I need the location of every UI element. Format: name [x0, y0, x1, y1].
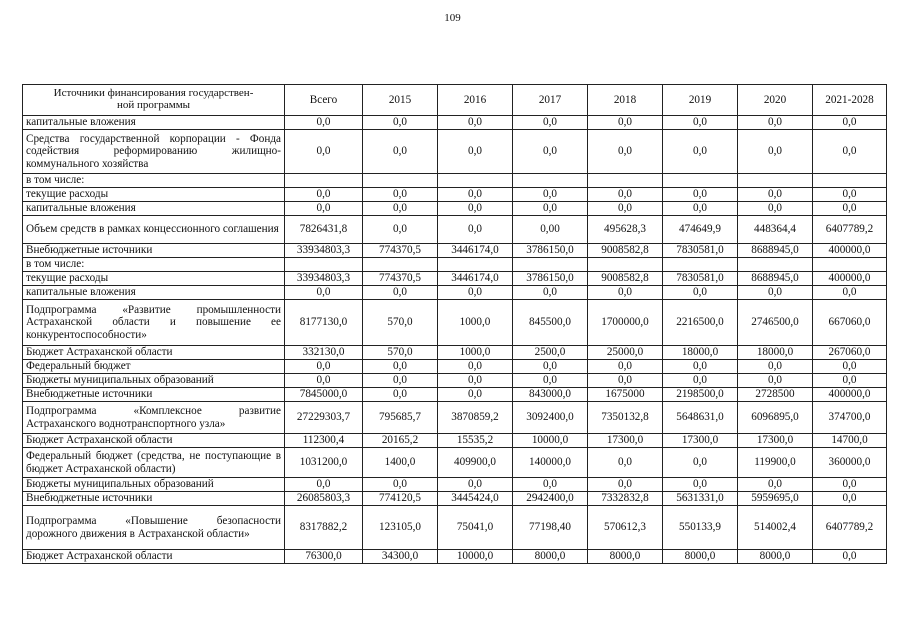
value-cell: 10000,0: [438, 550, 513, 564]
value-cell: 3870859,2: [438, 402, 513, 434]
value-cell: 400000,0: [813, 272, 887, 286]
row-label: в том числе:: [23, 258, 285, 272]
value-cell: 33934803,3: [285, 272, 363, 286]
header-cell-2015: 2015: [363, 85, 438, 116]
value-cell: 0,0: [438, 286, 513, 300]
value-cell: 7830581,0: [663, 272, 738, 286]
value-cell: [738, 258, 813, 272]
value-cell: 0,0: [738, 130, 813, 174]
value-cell: 10000,0: [513, 434, 588, 448]
value-cell: 0,0: [738, 478, 813, 492]
value-cell: 0,0: [363, 216, 438, 244]
value-cell: 570,0: [363, 346, 438, 360]
value-cell: 0,0: [663, 360, 738, 374]
table-row: [23, 216, 887, 244]
value-cell: 17300,0: [663, 434, 738, 448]
value-cell: 0,0: [663, 478, 738, 492]
value-cell: 0,0: [363, 374, 438, 388]
value-cell: 75041,0: [438, 506, 513, 550]
table-row: [23, 492, 887, 506]
value-cell: 0,0: [285, 202, 363, 216]
value-cell: 0,0: [663, 448, 738, 478]
value-cell: 5648631,0: [663, 402, 738, 434]
value-cell: [588, 174, 663, 188]
value-cell: 474649,9: [663, 216, 738, 244]
row-label: Подпрограмма «Развитие промышленности Астраханской области и повышение ее конкурентоспособности»: [23, 300, 285, 346]
value-cell: [438, 174, 513, 188]
value-cell: 3786150,0: [513, 272, 588, 286]
value-cell: 7845000,0: [285, 388, 363, 402]
value-cell: 774370,5: [363, 244, 438, 258]
value-cell: 0,0: [363, 286, 438, 300]
value-cell: 3445424,0: [438, 492, 513, 506]
value-cell: 0,0: [438, 216, 513, 244]
row-label: Объем средств в рамках концессионного соглашения: [23, 216, 285, 244]
value-cell: [663, 174, 738, 188]
value-cell: 0,0: [438, 130, 513, 174]
table-row: [23, 188, 887, 202]
value-cell: 0,0: [438, 388, 513, 402]
value-cell: 3092400,0: [513, 402, 588, 434]
value-cell: 0,0: [513, 360, 588, 374]
value-cell: 0,0: [813, 130, 887, 174]
table-row: [23, 550, 887, 564]
value-cell: 112300,4: [285, 434, 363, 448]
header-cell-source: [23, 85, 285, 116]
value-cell: 0,0: [363, 188, 438, 202]
value-cell: 0,0: [738, 374, 813, 388]
value-cell: 400000,0: [813, 388, 887, 402]
value-cell: 14700,0: [813, 434, 887, 448]
value-cell: 7826431,8: [285, 216, 363, 244]
value-cell: 27229303,7: [285, 402, 363, 434]
row-label: Внебюджетные источники: [23, 244, 285, 258]
value-cell: 3446174,0: [438, 244, 513, 258]
value-cell: 0,0: [663, 202, 738, 216]
value-cell: 2500,0: [513, 346, 588, 360]
table-row: [23, 202, 887, 216]
value-cell: 6407789,2: [813, 216, 887, 244]
value-cell: 0,0: [738, 116, 813, 130]
value-cell: 7830581,0: [663, 244, 738, 258]
value-cell: 8317882,2: [285, 506, 363, 550]
header-cell-2019: 2019: [663, 85, 738, 116]
value-cell: 0,0: [363, 388, 438, 402]
value-cell: 0,0: [363, 360, 438, 374]
value-cell: 0,0: [363, 130, 438, 174]
row-label: в том числе:: [23, 174, 285, 188]
value-cell: [513, 174, 588, 188]
value-cell: 20165,2: [363, 434, 438, 448]
value-cell: 0,0: [813, 286, 887, 300]
value-cell: 0,0: [588, 130, 663, 174]
value-cell: 0,0: [588, 374, 663, 388]
value-cell: 0,0: [663, 188, 738, 202]
row-label: Бюджет Астраханской области: [23, 434, 285, 448]
row-label: Подпрограмма «Комплексное развитие Астраханского воднотранспортного узла»: [23, 402, 285, 434]
table-header-row: [23, 85, 887, 116]
value-cell: 0,0: [588, 188, 663, 202]
value-cell: 0,0: [738, 202, 813, 216]
value-cell: 8177130,0: [285, 300, 363, 346]
value-cell: 0,0: [813, 478, 887, 492]
value-cell: 1400,0: [363, 448, 438, 478]
value-cell: 0,0: [663, 286, 738, 300]
table-row: [23, 374, 887, 388]
row-label: Бюджет Астраханской области: [23, 346, 285, 360]
table-row: [23, 272, 887, 286]
value-cell: 0,0: [438, 360, 513, 374]
value-cell: 0,0: [813, 202, 887, 216]
value-cell: 0,0: [588, 478, 663, 492]
value-cell: 17300,0: [738, 434, 813, 448]
value-cell: 0,0: [588, 116, 663, 130]
header-cell-2017: 2017: [513, 85, 588, 116]
financing-table: [22, 84, 887, 564]
value-cell: 0,0: [438, 116, 513, 130]
value-cell: 400000,0: [813, 244, 887, 258]
value-cell: 795685,7: [363, 402, 438, 434]
value-cell: 409900,0: [438, 448, 513, 478]
value-cell: [813, 174, 887, 188]
value-cell: 0,0: [438, 374, 513, 388]
value-cell: 448364,4: [738, 216, 813, 244]
table-row: [23, 448, 887, 478]
value-cell: 0,0: [285, 360, 363, 374]
value-cell: 26085803,3: [285, 492, 363, 506]
value-cell: 8688945,0: [738, 272, 813, 286]
table-row: [23, 402, 887, 434]
header-cell-2016: 2016: [438, 85, 513, 116]
value-cell: 76300,0: [285, 550, 363, 564]
value-cell: 2942400,0: [513, 492, 588, 506]
value-cell: 0,0: [285, 286, 363, 300]
value-cell: [513, 258, 588, 272]
value-cell: 18000,0: [663, 346, 738, 360]
value-cell: 6407789,2: [813, 506, 887, 550]
value-cell: 550133,9: [663, 506, 738, 550]
row-label: капитальные вложения: [23, 286, 285, 300]
value-cell: [438, 258, 513, 272]
table-row: [23, 346, 887, 360]
value-cell: 0,0: [513, 188, 588, 202]
value-cell: 0,0: [738, 188, 813, 202]
value-cell: 0,0: [813, 550, 887, 564]
value-cell: 0,0: [588, 448, 663, 478]
value-cell: 0,0: [285, 374, 363, 388]
value-cell: 774120,5: [363, 492, 438, 506]
value-cell: 667060,0: [813, 300, 887, 346]
value-cell: 0,0: [438, 188, 513, 202]
value-cell: 0,0: [513, 374, 588, 388]
value-cell: 0,0: [285, 188, 363, 202]
table-row: [23, 434, 887, 448]
value-cell: 0,0: [588, 360, 663, 374]
value-cell: 3786150,0: [513, 244, 588, 258]
value-cell: 267060,0: [813, 346, 887, 360]
value-cell: 33934803,3: [285, 244, 363, 258]
value-cell: 5631331,0: [663, 492, 738, 506]
value-cell: 2728500: [738, 388, 813, 402]
table-row: [23, 388, 887, 402]
table-row: [23, 130, 887, 174]
value-cell: 374700,0: [813, 402, 887, 434]
table-row: [23, 116, 887, 130]
value-cell: 0,0: [738, 286, 813, 300]
value-cell: 1031200,0: [285, 448, 363, 478]
value-cell: 0,0: [438, 478, 513, 492]
value-cell: 0,0: [513, 478, 588, 492]
table-row: [23, 478, 887, 492]
value-cell: 332130,0: [285, 346, 363, 360]
page-number: 109: [444, 12, 461, 24]
value-cell: [363, 258, 438, 272]
table-row: [23, 360, 887, 374]
value-cell: [363, 174, 438, 188]
header-source-line-2: ной программы: [116, 99, 191, 111]
value-cell: 0,0: [513, 202, 588, 216]
header-cell-2021-2028: 2021-2028: [813, 85, 887, 116]
value-cell: 774370,5: [363, 272, 438, 286]
value-cell: 0,0: [813, 360, 887, 374]
table-row: [23, 258, 887, 272]
value-cell: 0,0: [513, 130, 588, 174]
row-label: Внебюджетные источники: [23, 388, 285, 402]
value-cell: 2216500,0: [663, 300, 738, 346]
value-cell: 1675000: [588, 388, 663, 402]
value-cell: 514002,4: [738, 506, 813, 550]
value-cell: 8000,0: [588, 550, 663, 564]
value-cell: 17300,0: [588, 434, 663, 448]
value-cell: 0,0: [738, 360, 813, 374]
value-cell: [285, 174, 363, 188]
value-cell: 1000,0: [438, 346, 513, 360]
header-source-line-1: Источники финансирования государствен-: [53, 87, 254, 100]
value-cell: 0,0: [285, 116, 363, 130]
value-cell: 0,0: [813, 374, 887, 388]
value-cell: 6096895,0: [738, 402, 813, 434]
value-cell: 7332832,8: [588, 492, 663, 506]
row-label: текущие расходы: [23, 272, 285, 286]
value-cell: 0,0: [663, 374, 738, 388]
value-cell: 119900,0: [738, 448, 813, 478]
value-cell: 140000,0: [513, 448, 588, 478]
value-cell: 9008582,8: [588, 244, 663, 258]
row-label: текущие расходы: [23, 188, 285, 202]
value-cell: [813, 258, 887, 272]
value-cell: 0,0: [588, 286, 663, 300]
value-cell: 1700000,0: [588, 300, 663, 346]
value-cell: 123105,0: [363, 506, 438, 550]
value-cell: 34300,0: [363, 550, 438, 564]
value-cell: 8000,0: [663, 550, 738, 564]
value-cell: 8000,0: [513, 550, 588, 564]
value-cell: 0,0: [363, 116, 438, 130]
value-cell: 0,0: [513, 116, 588, 130]
row-label: Федеральный бюджет: [23, 360, 285, 374]
value-cell: 360000,0: [813, 448, 887, 478]
value-cell: [663, 258, 738, 272]
value-cell: 845500,0: [513, 300, 588, 346]
value-cell: 15535,2: [438, 434, 513, 448]
value-cell: 0,0: [813, 116, 887, 130]
value-cell: 18000,0: [738, 346, 813, 360]
value-cell: 9008582,8: [588, 272, 663, 286]
value-cell: [588, 258, 663, 272]
value-cell: 0,0: [438, 202, 513, 216]
row-label: Внебюджетные источники: [23, 492, 285, 506]
value-cell: 2198500,0: [663, 388, 738, 402]
table-row: [23, 506, 887, 550]
value-cell: 5959695,0: [738, 492, 813, 506]
value-cell: 495628,3: [588, 216, 663, 244]
value-cell: 2746500,0: [738, 300, 813, 346]
header-cell-2018: 2018: [588, 85, 663, 116]
value-cell: 8000,0: [738, 550, 813, 564]
value-cell: 0,0: [363, 478, 438, 492]
value-cell: 0,0: [285, 478, 363, 492]
value-cell: 0,00: [513, 216, 588, 244]
value-cell: 3446174,0: [438, 272, 513, 286]
row-label: Федеральный бюджет (средства, не поступающие в бюджет Астраханской области): [23, 448, 285, 478]
value-cell: 570612,3: [588, 506, 663, 550]
row-label: Бюджеты муниципальных образований: [23, 478, 285, 492]
value-cell: 570,0: [363, 300, 438, 346]
table-body: [23, 116, 887, 564]
value-cell: [738, 174, 813, 188]
header-cell-total: Всего: [285, 85, 363, 116]
value-cell: 1000,0: [438, 300, 513, 346]
header-cell-2020: 2020: [738, 85, 813, 116]
value-cell: [285, 258, 363, 272]
table-row: [23, 286, 887, 300]
row-label: Бюджеты муниципальных образований: [23, 374, 285, 388]
value-cell: 0,0: [363, 202, 438, 216]
value-cell: 0,0: [663, 116, 738, 130]
row-label: капитальные вложения: [23, 202, 285, 216]
row-label: Средства государственной корпорации - Фонда содействия реформированию жилищно-коммунального хозяйства: [23, 130, 285, 174]
value-cell: 0,0: [813, 492, 887, 506]
value-cell: 25000,0: [588, 346, 663, 360]
table-row: [23, 300, 887, 346]
value-cell: 8688945,0: [738, 244, 813, 258]
table-row: [23, 244, 887, 258]
value-cell: 0,0: [663, 130, 738, 174]
value-cell: 0,0: [813, 188, 887, 202]
row-label: Бюджет Астраханской области: [23, 550, 285, 564]
value-cell: 7350132,8: [588, 402, 663, 434]
table-row: [23, 174, 887, 188]
row-label: капитальные вложения: [23, 116, 285, 130]
row-label: Подпрограмма «Повышение безопасности дорожного движения в Астраханской области»: [23, 506, 285, 550]
value-cell: 77198,40: [513, 506, 588, 550]
value-cell: 0,0: [285, 130, 363, 174]
value-cell: 843000,0: [513, 388, 588, 402]
value-cell: 0,0: [513, 286, 588, 300]
value-cell: 0,0: [588, 202, 663, 216]
